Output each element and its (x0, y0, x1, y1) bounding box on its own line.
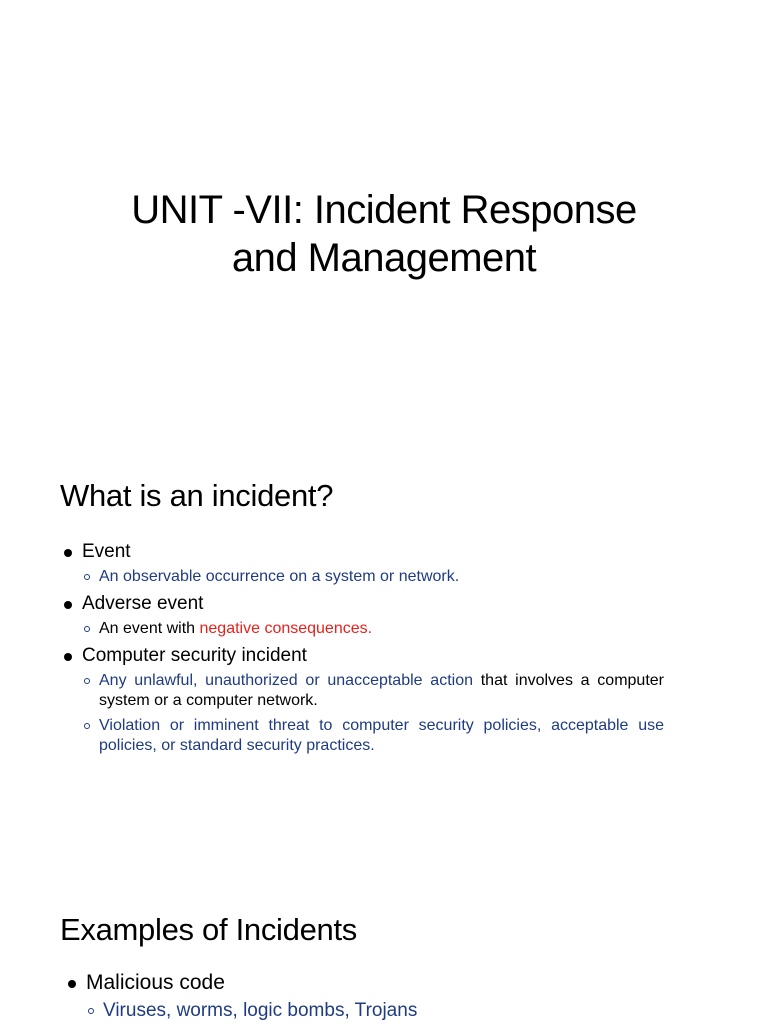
sub-list-item (82, 671, 664, 711)
slide-heading: What is an incident? (60, 478, 334, 513)
sub-bullet-highlight: Any unlawful, unauthorized or unacceptable action (99, 672, 473, 689)
bullet-label: Computer security incident (82, 645, 307, 666)
bullet-circle-icon (88, 1008, 94, 1014)
title-line-2: and Management (231, 236, 537, 280)
incident-examples-slide (0, 855, 768, 1024)
list-item (64, 540, 664, 587)
sub-bullet-text: Violation or imminent threat to computer security policies, acceptable use policies, or standard security practices. (99, 717, 664, 754)
title-slide (0, 0, 768, 430)
sub-list-item (82, 567, 664, 587)
bullet-dot-icon (64, 653, 72, 661)
list-item (64, 592, 664, 639)
title-line-1: UNIT -VII: Incident Response (131, 188, 637, 232)
incident-definition-slide (0, 430, 768, 855)
list-item (64, 644, 664, 756)
list-item (68, 970, 668, 1023)
sub-bullet-list (82, 671, 664, 756)
bullet-dot-icon (68, 980, 76, 988)
bullet-label: Event (82, 541, 131, 562)
bullet-list (68, 970, 668, 1028)
bullet-circle-icon (84, 678, 90, 684)
bullet-circle-icon (84, 723, 90, 729)
sub-list-item (82, 619, 664, 639)
bullet-dot-icon (64, 601, 72, 609)
bullet-circle-icon (84, 574, 90, 580)
bullet-label: Malicious code (86, 971, 225, 994)
slide-title (60, 186, 708, 282)
slide-heading: Examples of Incidents (60, 912, 357, 947)
bullet-dot-icon (64, 549, 72, 557)
sub-list-item (82, 716, 664, 756)
sub-bullet-list (82, 567, 664, 587)
sub-bullet-text: Viruses, worms, logic bombs, Trojans (103, 1000, 418, 1021)
sub-bullet-suffix: that involves a computer system or a computer network. (99, 672, 664, 709)
bullet-label: Adverse event (82, 593, 204, 614)
sub-bullet-prefix: An event with (99, 620, 200, 637)
sub-list-item (86, 999, 668, 1023)
bullet-list (64, 540, 664, 761)
sub-bullet-list (82, 619, 664, 639)
sub-bullet-list (86, 999, 668, 1023)
sub-bullet-text: An observable occurrence on a system or network. (99, 568, 460, 585)
bullet-circle-icon (84, 626, 90, 632)
sub-bullet-emphasis: negative consequences. (199, 620, 373, 637)
